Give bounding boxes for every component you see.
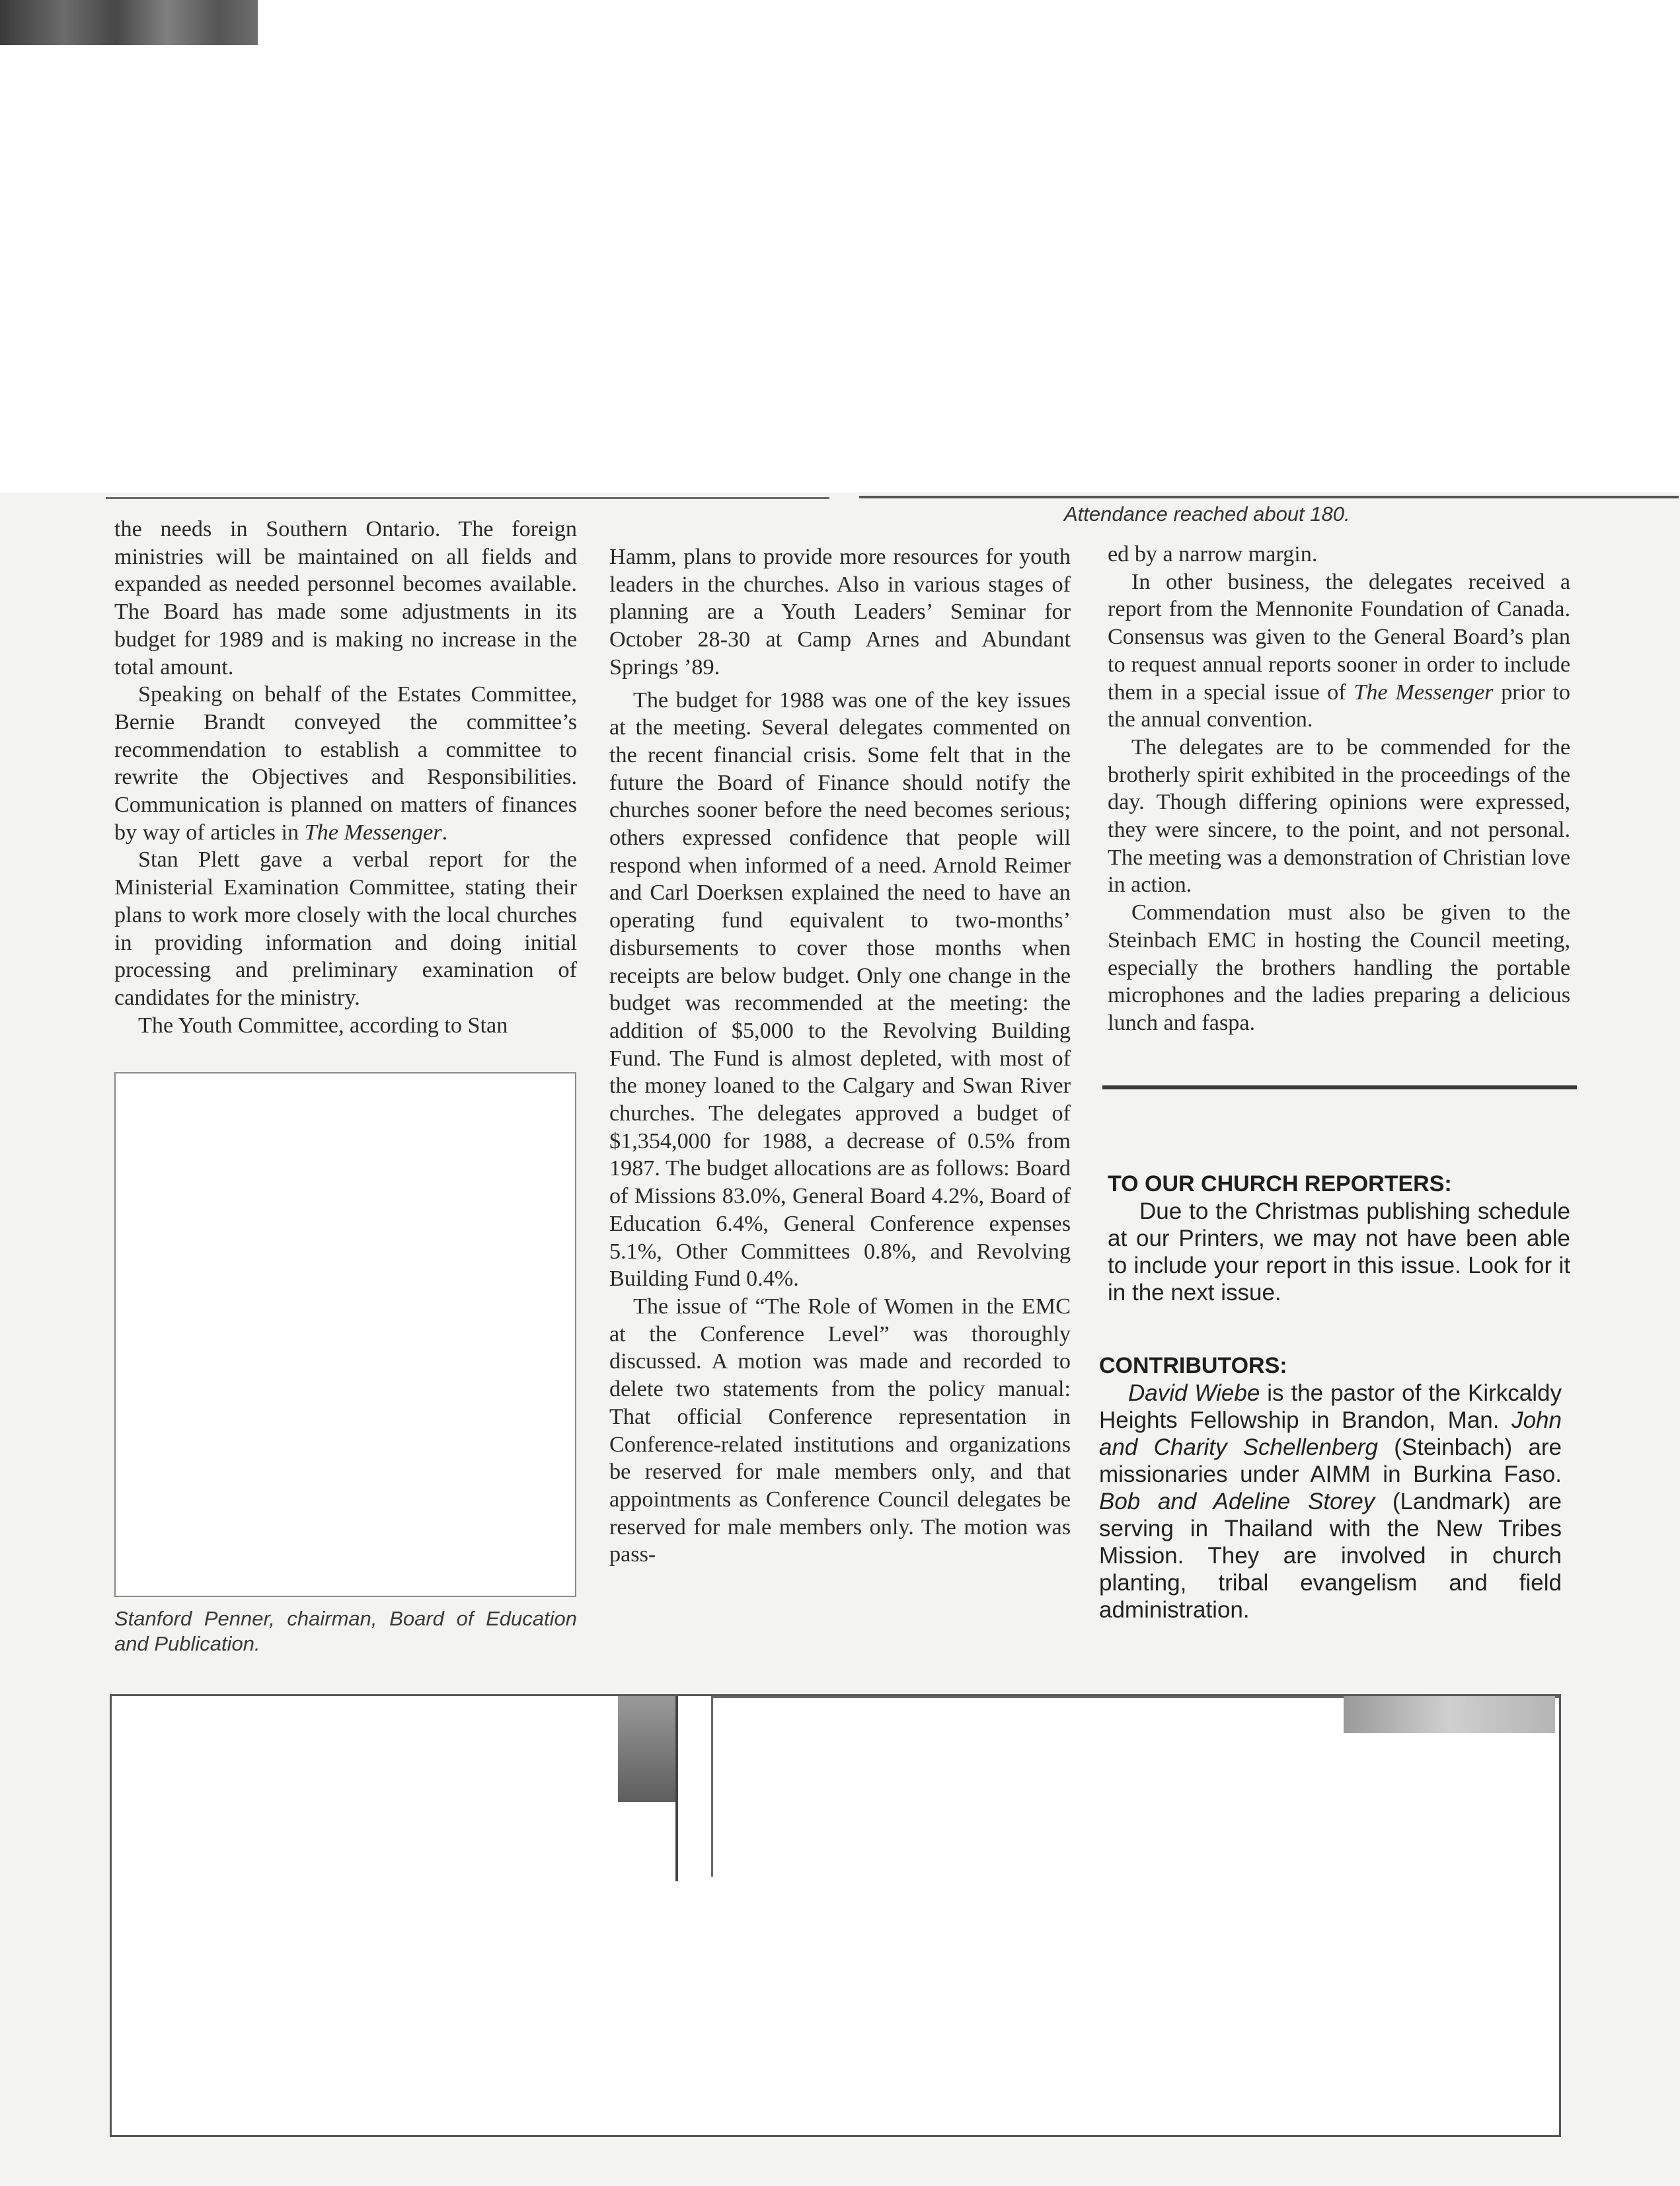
top-rule-left: [106, 497, 829, 499]
column3-paragraph-4: Commendation must also be given to the Steinbach EMC in hosting the Council meeting, especially the brothers handling the portable microphones and the ladies preparing a delicious lunch and faspa.: [1108, 900, 1570, 1035]
column1-paragraph-3: Stan Plett gave a verbal report for the Ministerial Examination Committee, stating their plans to work more closely with the local churches in providing information and doing initial processing and preliminary examination of candidates for the ministry.: [114, 847, 577, 1010]
reporters-notice-heading: TO OUR CHURCH REPORTERS:: [1108, 1171, 1452, 1196]
reporters-notice: [1108, 1170, 1570, 1306]
column3-paragraph-1: ed by a narrow margin.: [1108, 542, 1318, 566]
reporters-notice-body: Due to the Christmas publishing schedule at our Printers, we may not have been able to include your report in this issue. Look for it in the next issue.: [1108, 1198, 1570, 1306]
column1-paragraph-2: Speaking on behalf of the Estates Committee, Bernie Brandt conveyed the committee’s recommendation to establish a committee to rewrite the Objectives and Responsibilities. Communication is planned on matters of finances by way of articles in The Messenger.: [114, 682, 577, 845]
contributors-heading: CONTRIBUTORS:: [1099, 1353, 1287, 1378]
publication-title: The Messenger: [304, 820, 442, 845]
contributor-name: David Wiebe: [1128, 1380, 1260, 1406]
publication-title: The Messenger: [1354, 680, 1494, 705]
contributor-name: John and Charity Schellenberg: [1099, 1407, 1562, 1460]
column3-paragraph-2: In other business, the delegates received a report from the Mennonite Foundation of Canada. Consensus was given to the General Board’s plan to request annual reports sooner in order to include them in a special issue of The Messenger prior to the annual convention.: [1108, 569, 1570, 732]
article-column-1: [114, 516, 577, 1039]
column2-paragraph-3: The issue of “The Role of Women in the EMC at the Conference Level” was thoroughly discussed. A motion was made and recorded to delete two statements from the policy manual: That official Conference representation in Conference-related institutions and organizations be reserved for male members only, and that appointments as Conference Council delegates be reserved for male members only. The motion was pass-: [609, 1294, 1071, 1567]
photo-fragment-edge: [675, 1696, 678, 1881]
photo-stanford-penner: [114, 1072, 576, 1597]
article-column-2: [609, 543, 1071, 1569]
column3-paragraph-3: The delegates are to be commended for the brotherly spirit exhibited in the proceedings of the day. Though differing opinions were expressed, they were sincere, to the point, and not personal. The meeting was a demonstration of Christian love in action.: [1108, 734, 1570, 898]
contributors-box: [1099, 1352, 1562, 1623]
column2-paragraph-2: The budget for 1988 was one of the key issues at the meeting. Several delegates commented on the recent financial crisis. Some felt that in the future the Board of Finance should notify the churches sooner before the need becomes serious; others expressed confidence that people will respond when informed of a need. Arnold Reimer and Carl Doerksen explained the need to have an operating fund equivalent to two-months’ disbursements to cover those months when receipts are below budget. Only one change in the budget was recommended at the meeting: the addition of $5,000 to the Revolving Building Fund. The Fund is almost depleted, with most of the money loaned to the Calgary and Swan River churches. The delegates approved a budget of $1,354,000 for 1988, a decrease of 0.5% from 1987. The budget allocations are as follows: Board of Missions 83.0%, General Board 4.2%, Board of Education 6.4%, General Conference expenses 5.1%, Other Committees 0.8%, and Revolving Building Fund 0.4%.: [609, 687, 1071, 1292]
article-column-3: [1108, 541, 1570, 1037]
photo-caption-penner: Stanford Penner, chairman, Board of Education and Publication.: [114, 1607, 577, 1655]
column2-paragraph-1: Hamm, plans to provide more resources for youth leaders in the churches. Also in various stages of planning are a Youth Leaders’ Seminar for October 28-30 at Camp Arnes and Abundant Springs ’89.: [609, 545, 1071, 680]
column1-paragraph-1: the needs in Southern Ontario. The foreign ministries will be maintained on all fields and expanded as needed personnel becomes available. The Board has made some adjustments in its budget for 1989 and is making no increase in the total amount.: [114, 517, 577, 680]
contributors-body: David Wiebe is the pastor of the Kirkcaldy Heights Fellowship in Brandon, Man. John and Charity Schellenberg (Steinbach) are missionaries under AIMM in Burkina Faso. Bob and Adeline Storey (Landmark) are serving in Thailand with the New Tribes Mission. They are involved in church planting, tribal evangelism and field administration.: [1099, 1380, 1562, 1623]
photo-fragment-left: [618, 1696, 677, 1802]
photo-caption-attendance: Attendance reached about 180.: [1064, 502, 1350, 526]
column3-divider: [1102, 1085, 1577, 1089]
photo-fragment-right: [1344, 1696, 1555, 1733]
photo-fragment-top: [0, 0, 258, 45]
column1-paragraph-4: The Youth Committee, according to Stan: [138, 1013, 508, 1038]
contributor-name: Bob and Adeline Storey: [1099, 1489, 1375, 1514]
top-rule-right: [859, 496, 1679, 498]
